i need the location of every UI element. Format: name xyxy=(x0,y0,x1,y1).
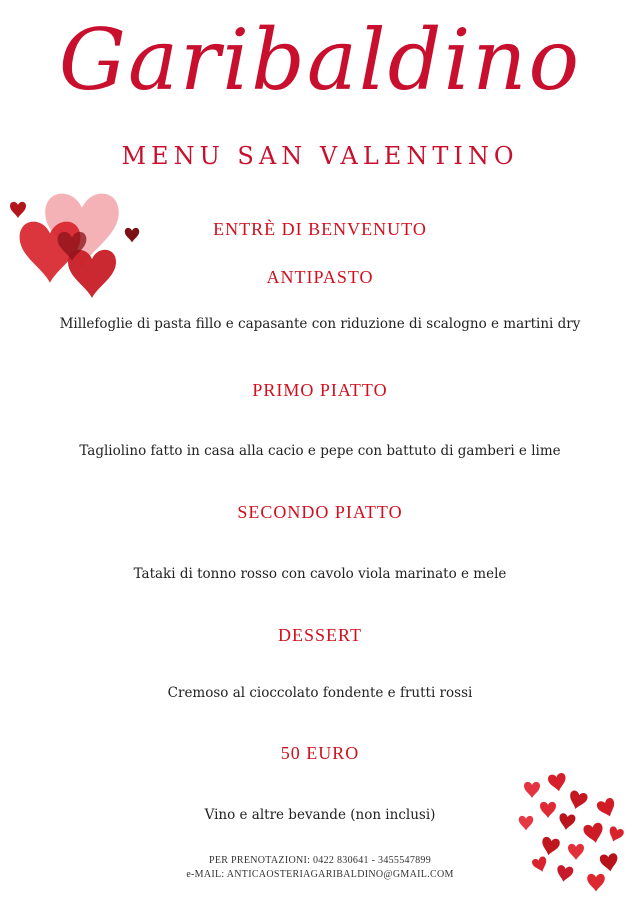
price-label: 50 EURO xyxy=(280,743,360,763)
welcome-heading: ENTRÈ DI BENVENUTO xyxy=(213,219,427,239)
hearts-scatter-icon xyxy=(508,768,638,900)
menu-subtitle: MENU SAN VALENTINO xyxy=(121,142,519,170)
booking-phone: PER PRENOTAZIONI: 0422 830641 - 3455547899 xyxy=(208,855,432,866)
dessert-heading: DESSERT xyxy=(278,625,362,645)
booking-email: e-MAIL: ANTICAOSTERIAGARIBALDINO@GMAIL.COM xyxy=(186,869,454,880)
drinks-note: Vino e altre bevande (non inclusi) xyxy=(204,807,436,823)
antipasto-heading: ANTIPASTO xyxy=(266,267,374,287)
antipasto-dish: Millefoglie di pasta fillo e capasante con riduzione di scalogno e martini dry xyxy=(59,316,581,332)
restaurant-name: Garibaldino xyxy=(58,11,582,109)
primo-dish: Tagliolino fatto in casa alla cacio e pepe con battuto di gamberi e lime xyxy=(79,443,561,459)
primo-heading: PRIMO PIATTO xyxy=(252,380,388,400)
secondo-dish: Tataki di tonno rosso con cavolo viola marinato e mele xyxy=(133,566,507,582)
dessert-dish: Cremoso al cioccolato fondente e frutti rossi xyxy=(167,685,473,701)
secondo-heading: SECONDO PIATTO xyxy=(237,502,403,522)
